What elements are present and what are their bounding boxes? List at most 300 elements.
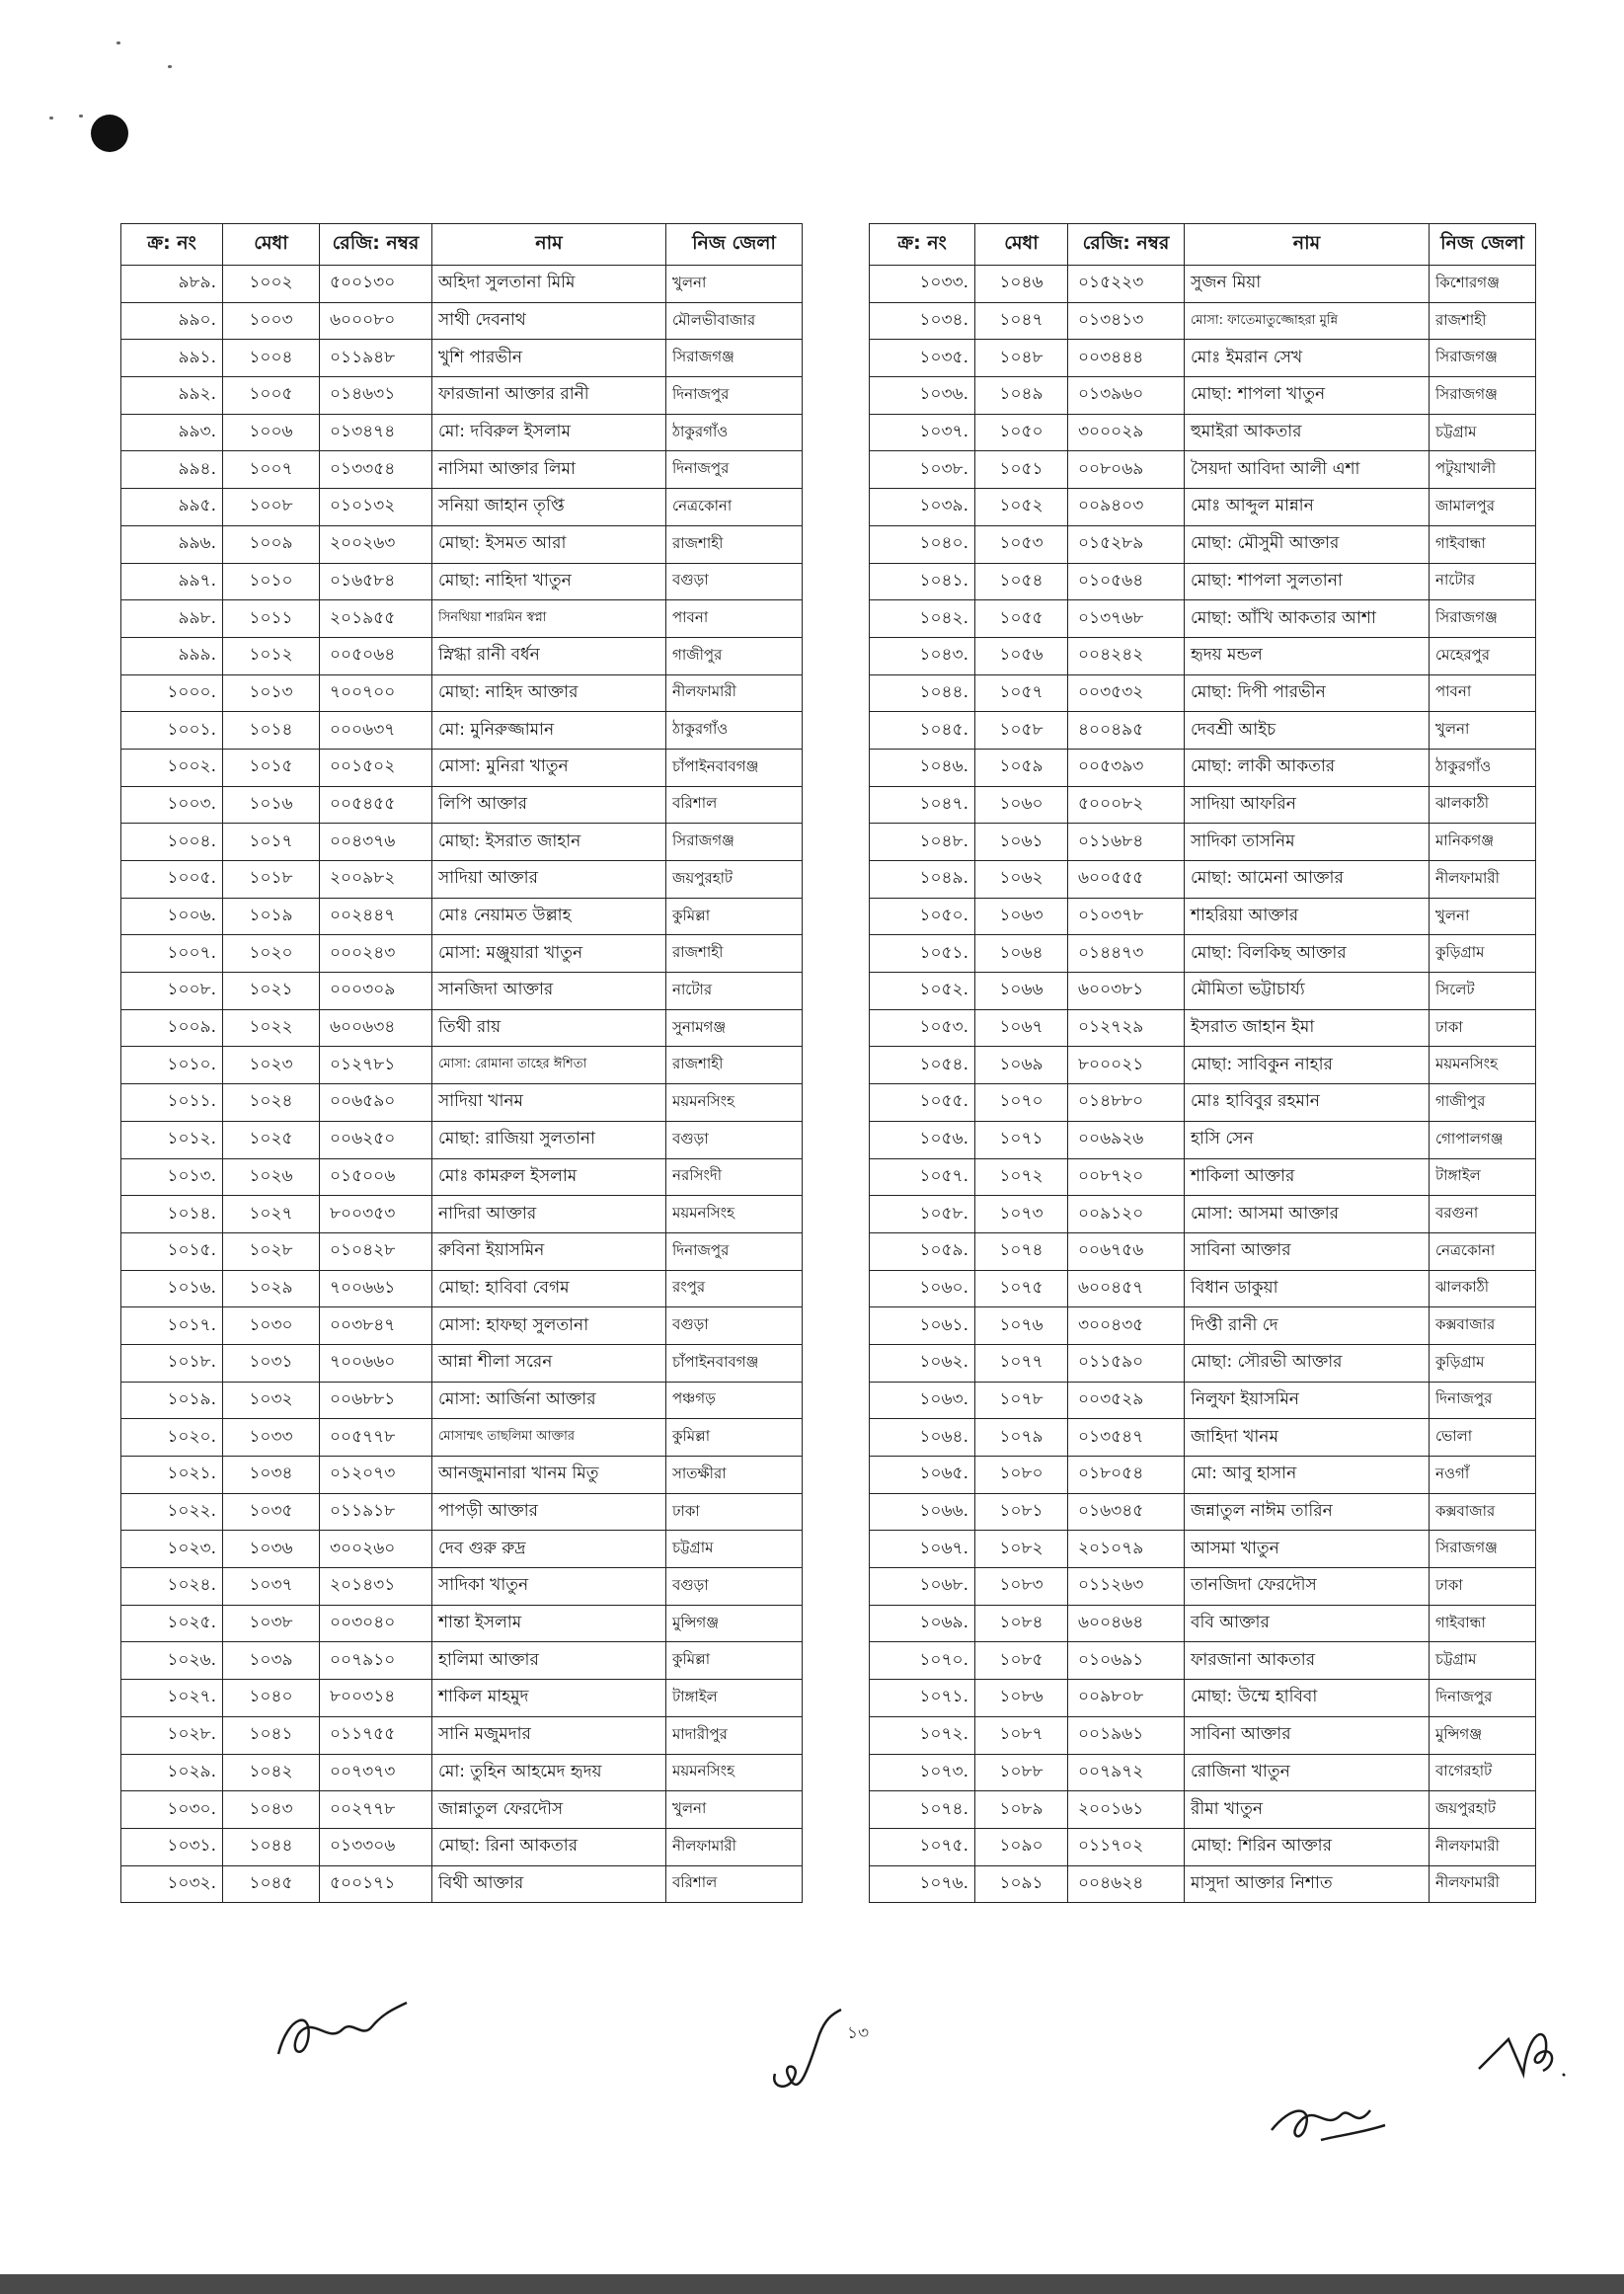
district-cell: মানিকগঞ্জ [1430,824,1536,861]
serial-cell: ১০৭১. [870,1680,975,1717]
name-cell: মো: তুহিন আহমেদ হৃদয় [432,1754,666,1791]
name-cell: মোঃ কামরুল ইসলাম [432,1158,666,1196]
name-cell: নাদিরা আক্তার [432,1196,666,1233]
name-cell: দেবশ্রী আইচ [1185,712,1430,750]
name-cell: মোসা: ফাতেমাতুজ্জোহরা মুন্নি [1185,302,1430,340]
serial-cell: ১০৪৯. [870,861,975,899]
serial-cell: ১০১৯. [121,1382,223,1419]
serial-cell: ১০৫১. [870,935,975,973]
district-cell: নওগাঁ [1430,1457,1536,1494]
serial-cell: ১০০৪. [121,824,223,861]
serial-cell: ১০৫৩. [870,1009,975,1047]
reg-number-cell: ০১৩৩০৬ [320,1828,432,1865]
district-cell: ময়মনসিংহ [666,1084,803,1122]
table-row [870,1270,1536,1307]
table-row [121,1009,803,1047]
name-cell: মোসা: হাফছা সুলতানা [432,1307,666,1345]
reg-number-cell: ০০০৬৩৭ [320,712,432,750]
serial-cell: ১০৫৮. [870,1196,975,1233]
serial-cell: ১০৩২. [121,1865,223,1903]
district-cell: পটুয়াখালী [1430,451,1536,489]
table-row [870,749,1536,786]
district-cell: কুড়িগ্রাম [1430,935,1536,973]
table-row [870,935,1536,973]
district-cell: সাতক্ষীরা [666,1457,803,1494]
district-cell: গাইবান্ধা [1430,1605,1536,1642]
reg-number-cell: ০০৩৫৩২ [1068,674,1185,712]
merit-cell: ১০৩১ [223,1344,320,1382]
table-row [870,1568,1536,1606]
reg-number-cell: ০০৮০৬৯ [1068,451,1185,489]
merit-cell: ১০৪৫ [223,1865,320,1903]
reg-number-cell: ০০৬৫৯০ [320,1084,432,1122]
table-row [870,1121,1536,1158]
name-cell: মোসা: রোমানা তাহের ঈশিতা [432,1047,666,1084]
table-row [870,973,1536,1010]
merit-cell: ১০১৫ [223,749,320,786]
table-row [870,1791,1536,1829]
header-serial: ক্র: নং [121,224,223,266]
merit-cell: ১০২৭ [223,1196,320,1233]
district-cell: রংপুর [666,1270,803,1307]
reg-number-cell: ০০৬৮৮১ [320,1382,432,1419]
merit-cell: ১০৩৭ [223,1568,320,1606]
serial-cell: ১০৬৯. [870,1605,975,1642]
merit-list-left [120,223,803,1903]
name-cell: হাসি সেন [1185,1121,1430,1158]
district-cell: ঠাকুরগাঁও [666,712,803,750]
header-row [121,224,803,266]
district-cell: নীলফামারী [1430,861,1536,899]
reg-number-cell: ০০৬২৫০ [320,1121,432,1158]
merit-cell: ১০৫৬ [975,637,1068,674]
table-row [121,1158,803,1196]
serial-cell: ১০৫৭. [870,1158,975,1196]
reg-number-cell: ২০০১৬১ [1068,1791,1185,1829]
serial-cell: ১০৬১. [870,1307,975,1345]
name-cell: রীমা খাতুন [1185,1791,1430,1829]
district-cell: কক্সবাজার [1430,1493,1536,1531]
name-cell: মোছা: দিপী পারভীন [1185,674,1430,712]
merit-cell: ১০২২ [223,1009,320,1047]
reg-number-cell: ০০৪৬২৪ [1068,1865,1185,1903]
reg-number-cell: ০০৪৩৭৬ [320,824,432,861]
district-cell: বরিশাল [666,1865,803,1903]
name-cell: মোছা: শাপলা সুলতানা [1185,563,1430,600]
table-row [121,1344,803,1382]
reg-number-cell: ২০১০৭৯ [1068,1531,1185,1568]
reg-number-cell: ০১২৭৮১ [320,1047,432,1084]
reg-number-cell: ৬০০০৮০ [320,302,432,340]
name-cell: সাদিকা খাতুন [432,1568,666,1606]
serial-cell: ১০০২. [121,749,223,786]
reg-number-cell: ০১৫০০৬ [320,1158,432,1196]
reg-number-cell: ০১০৪২৮ [320,1232,432,1270]
table-row [121,1382,803,1419]
serial-cell: ১০০৭. [121,935,223,973]
district-cell: রাজশাহী [1430,302,1536,340]
merit-cell: ১০৬২ [975,861,1068,899]
table-row [121,861,803,899]
serial-cell: ১০৪৩. [870,637,975,674]
header-merit: মেধা [223,224,320,266]
serial-cell: ১০৩৬. [870,377,975,415]
district-cell: বরগুনা [1430,1196,1536,1233]
reg-number-cell: ০০৯১২০ [1068,1196,1185,1233]
serial-cell: ১০১৪. [121,1196,223,1233]
district-cell: জয়পুরহাট [666,861,803,899]
serial-cell: ১০১২. [121,1121,223,1158]
merit-cell: ১০৩৩ [223,1419,320,1457]
name-cell: জান্নাতুল ফেরদৌস [432,1791,666,1829]
merit-cell: ১০৫৩ [975,525,1068,563]
merit-cell: ১০৪১ [223,1716,320,1754]
reg-number-cell: ৫০০০৮২ [1068,786,1185,824]
reg-number-cell: ০০২৭৭৮ [320,1791,432,1829]
reg-number-cell: ০১১৭০২ [1068,1828,1185,1865]
table-row [870,712,1536,750]
merit-cell: ১০১৭ [223,824,320,861]
name-cell: মোছা: হাবিবা বেগম [432,1270,666,1307]
merit-cell: ১০৬৪ [975,935,1068,973]
merit-cell: ১০২৯ [223,1270,320,1307]
serial-cell: ১০২৭. [121,1680,223,1717]
table-row [121,1196,803,1233]
name-cell: শাহরিয়া আক্তার [1185,898,1430,935]
table-row [121,637,803,674]
reg-number-cell: ০০৯৮০৮ [1068,1680,1185,1717]
name-cell: সানি মজুমদার [432,1716,666,1754]
district-cell: সুনামগঞ্জ [666,1009,803,1047]
merit-cell: ১০৮৪ [975,1605,1068,1642]
merit-cell: ১০৫৭ [975,674,1068,712]
reg-number-cell: ০১২৭২৯ [1068,1009,1185,1047]
merit-cell: ১০৪৭ [975,302,1068,340]
merit-cell: ১০৬৭ [975,1009,1068,1047]
merit-cell: ১০১৪ [223,712,320,750]
table-row [870,1084,1536,1122]
serial-cell: ১০৭৬. [870,1865,975,1903]
merit-cell: ১০৪৪ [223,1828,320,1865]
name-cell: আসমা খাতুন [1185,1531,1430,1568]
table-row [121,824,803,861]
serial-cell: ১০২৬. [121,1642,223,1680]
table-row [870,1344,1536,1382]
name-cell: আন্না শীলা সরেন [432,1344,666,1382]
table-row [121,414,803,451]
name-cell: সাদিয়া আক্তার [432,861,666,899]
district-cell: চট্টগ্রাম [666,1531,803,1568]
table-row [870,451,1536,489]
reg-number-cell: ০১১৯১৮ [320,1493,432,1531]
table-row [870,1307,1536,1345]
merit-cell: ১০৮৬ [975,1680,1068,1717]
serial-cell: ১০০৩. [121,786,223,824]
reg-number-cell: ৬০০৪৬৪ [1068,1605,1185,1642]
initial-mark-center [760,2005,849,2098]
name-cell: মোছা: ইসরাত জাহান [432,824,666,861]
merit-cell: ১০৭৫ [975,1270,1068,1307]
table-row [870,898,1536,935]
name-cell: রোজিনা খাতুন [1185,1754,1430,1791]
district-cell: ঠাকুরগাঁও [1430,749,1536,786]
name-cell: মোছা: শিরিন আক্তার [1185,1828,1430,1865]
merit-cell: ১০১৩ [223,674,320,712]
serial-cell: ৯৯৩. [121,414,223,451]
district-cell: কিশোরগঞ্জ [1430,266,1536,303]
name-cell: মোছা: মৌসুমী আক্তার [1185,525,1430,563]
serial-cell: ১০২২. [121,1493,223,1531]
table-row [121,1865,803,1903]
name-cell: হুমাইরা আকতার [1185,414,1430,451]
table-row [121,935,803,973]
merit-cell: ১০০৮ [223,489,320,526]
table-row [121,1270,803,1307]
merit-cell: ১০০৯ [223,525,320,563]
scan-speck [168,65,172,68]
district-cell: নীলফামারী [666,674,803,712]
name-cell: সুজন মিয়া [1185,266,1430,303]
table-row [870,674,1536,712]
name-cell: হালিমা আক্তার [432,1642,666,1680]
scan-speck [116,41,120,44]
signature-right-bottom [1262,2086,1400,2155]
district-cell: সিরাজগঞ্জ [1430,600,1536,638]
name-cell: স্নিগ্ধা রানী বর্ধন [432,637,666,674]
serial-cell: ১০৫০. [870,898,975,935]
reg-number-cell: ৬০০৫৫৫ [1068,861,1185,899]
page-number: ১৩ [847,2023,870,2043]
serial-cell: ১০১৫. [121,1232,223,1270]
table-row [121,1047,803,1084]
district-cell: পাবনা [1430,674,1536,712]
reg-number-cell: ০১১৬৮৪ [1068,824,1185,861]
merit-cell: ১০৫৫ [975,600,1068,638]
header-name: নাম [432,224,666,266]
district-cell: খুলনা [1430,712,1536,750]
name-cell: মোসা: মুনিরা খাতুন [432,749,666,786]
reg-number-cell: ৩০০৪৩৫ [1068,1307,1185,1345]
table-row [870,1419,1536,1457]
table-row [121,674,803,712]
serial-cell: ৯৯৮. [121,600,223,638]
header-name: নাম [1185,224,1430,266]
table-row [121,1121,803,1158]
reg-number-cell: ২০০৯৮২ [320,861,432,899]
table-row [121,786,803,824]
serial-cell: ১০৬৮. [870,1568,975,1606]
table-row [121,600,803,638]
serial-cell: ১০৩১. [121,1828,223,1865]
name-cell: সাবিনা আক্তার [1185,1232,1430,1270]
district-cell: দিনাজপুর [666,451,803,489]
name-cell: তিথী রায় [432,1009,666,1047]
merit-cell: ১০০৬ [223,414,320,451]
district-cell: চাঁপাইনবাবগঞ্জ [666,1344,803,1382]
serial-cell: ১০৫৫. [870,1084,975,1122]
table-row [870,1605,1536,1642]
name-cell: সৈয়দা আবিদা আলী এশা [1185,451,1430,489]
reg-number-cell: ৬০০৪৫৭ [1068,1270,1185,1307]
right-table [869,223,1536,1903]
name-cell: নিলুফা ইয়াসমিন [1185,1382,1430,1419]
table-row [121,1642,803,1680]
reg-number-cell: ০০৫৪৫৫ [320,786,432,824]
serial-cell: ১০৬০. [870,1270,975,1307]
district-cell: ভোলা [1430,1419,1536,1457]
district-cell: ঢাকা [666,1493,803,1531]
name-cell: মোঃ আব্দুল মান্নান [1185,489,1430,526]
reg-number-cell: ৮০০৩১৪ [320,1680,432,1717]
district-cell: চট্টগ্রাম [1430,1642,1536,1680]
merit-cell: ১০০৫ [223,377,320,415]
serial-cell: ৯৯১. [121,340,223,377]
district-cell: ঢাকা [1430,1568,1536,1606]
district-cell: নরসিংদী [666,1158,803,1196]
district-cell: নীলফামারী [1430,1865,1536,1903]
merit-cell: ১০৪২ [223,1754,320,1791]
serial-cell: ১০০১. [121,712,223,750]
merit-cell: ১০৪০ [223,1680,320,1717]
serial-cell: ১০১০. [121,1047,223,1084]
name-cell: খুশি পারভীন [432,340,666,377]
name-cell: অহিদা সুলতানা মিমি [432,266,666,303]
reg-number-cell: ০০৯৪০৩ [1068,489,1185,526]
serial-cell: ১০৭২. [870,1716,975,1754]
reg-number-cell: ০১১৭৫৫ [320,1716,432,1754]
district-cell: দিনাজপুর [666,377,803,415]
district-cell: বগুড়া [666,563,803,600]
merit-cell: ১০৬৬ [975,973,1068,1010]
reg-number-cell: ০১৩৪৭৪ [320,414,432,451]
name-cell: সাদিকা তাসনিম [1185,824,1430,861]
district-cell: গাইবান্ধা [1430,525,1536,563]
name-cell: লিপি আক্তার [432,786,666,824]
serial-cell: ১০১৮. [121,1344,223,1382]
serial-cell: ৯৯৭. [121,563,223,600]
merit-cell: ১০১১ [223,600,320,638]
table-row [870,1642,1536,1680]
serial-cell: ১০৬২. [870,1344,975,1382]
table-row [121,1493,803,1531]
table-row [870,824,1536,861]
reg-number-cell: ২০১৪৩১ [320,1568,432,1606]
district-cell: ঝালকাঠী [1430,786,1536,824]
reg-number-cell: ০১১২৬৩ [1068,1568,1185,1606]
table-row [870,377,1536,415]
name-cell: মোঃ নেয়ামত উল্লাহ [432,898,666,935]
reg-number-cell: ০০৩৪৪৪ [1068,340,1185,377]
reg-number-cell: ৬০০৩৮১ [1068,973,1185,1010]
reg-number-cell: ০১৩৪১৩ [1068,302,1185,340]
name-cell: সাদিয়া আফরিন [1185,786,1430,824]
name-cell: সানজিদা আক্তার [432,973,666,1010]
name-cell: বিধান ডাকুয়া [1185,1270,1430,1307]
reg-number-cell: ০১৩৯৬০ [1068,377,1185,415]
serial-cell: ১০১৩. [121,1158,223,1196]
right-table-body [870,266,1536,1903]
serial-cell: ১০৪৪. [870,674,975,712]
table-row [121,266,803,303]
merit-cell: ১০৭০ [975,1084,1068,1122]
name-cell: মোসা: আর্জিনা আক্তার [432,1382,666,1419]
serial-cell: ১০৬৩. [870,1382,975,1419]
district-cell: কুমিল্লা [666,1642,803,1680]
serial-cell: ১০২৮. [121,1716,223,1754]
district-cell: টাঙ্গাইল [666,1680,803,1717]
reg-number-cell: ০০৫০৬৪ [320,637,432,674]
table-row [121,1716,803,1754]
serial-cell: ১০৫৬. [870,1121,975,1158]
table-row [121,1791,803,1829]
table-row [870,266,1536,303]
merit-cell: ১০৩৪ [223,1457,320,1494]
name-cell: মোসা: আসমা আক্তার [1185,1196,1430,1233]
name-cell: মোছা: নাহিদ আক্তার [432,674,666,712]
name-cell: মোছা: নাহিদা খাতুন [432,563,666,600]
district-cell: সিরাজগঞ্জ [666,824,803,861]
reg-number-cell: ০০০৩০৯ [320,973,432,1010]
serial-cell: ১০৩৪. [870,302,975,340]
reg-number-cell: ০০৫৭৭৮ [320,1419,432,1457]
district-cell: টাঙ্গাইল [1430,1158,1536,1196]
reg-number-cell: ২০১৯৫৫ [320,600,432,638]
district-cell: নাটোর [1430,563,1536,600]
district-cell: পাবনা [666,600,803,638]
reg-number-cell: ২০০২৬৩ [320,525,432,563]
merit-cell: ১০৭৮ [975,1382,1068,1419]
district-cell: দিনাজপুর [1430,1680,1536,1717]
serial-cell: ১০৫৯. [870,1232,975,1270]
district-cell: সিরাজগঞ্জ [1430,340,1536,377]
merit-cell: ১০১৯ [223,898,320,935]
reg-number-cell: ৩০০২৬০ [320,1531,432,1568]
merit-cell: ১০০২ [223,266,320,303]
reg-number-cell: ০১০৫৬৪ [1068,563,1185,600]
merit-cell: ১০৩০ [223,1307,320,1345]
reg-number-cell: ০০৩৮৪৭ [320,1307,432,1345]
serial-cell: ১০৬৫. [870,1457,975,1494]
name-cell: সাবিনা আক্তার [1185,1716,1430,1754]
name-cell: মো: আবু হাসান [1185,1457,1430,1494]
name-cell: আনজুমানারা খানম মিতু [432,1457,666,1494]
reg-number-cell: ০১৩৫৪৭ [1068,1419,1185,1457]
table-row [121,712,803,750]
reg-number-cell: ০১৪৬৩১ [320,377,432,415]
table-row [121,1605,803,1642]
district-cell: চাঁপাইনবাবগঞ্জ [666,749,803,786]
district-cell: পঞ্চগড় [666,1382,803,1419]
merit-cell: ১০৫২ [975,489,1068,526]
table-row [870,600,1536,638]
serial-cell: ১০৪৫. [870,712,975,750]
reg-number-cell: ০০৭৯৭২ [1068,1754,1185,1791]
name-cell: জন্নাতুল নাঈম তারিন [1185,1493,1430,1531]
serial-cell: ১০৭০. [870,1642,975,1680]
merit-cell: ১০৩৫ [223,1493,320,1531]
name-cell: মোছা: উম্মে হাবিবা [1185,1680,1430,1717]
serial-cell: ১০৪৭. [870,786,975,824]
signature-left [269,1985,417,2074]
serial-cell: ১০৬৬. [870,1493,975,1531]
district-cell: সিরাজগঞ্জ [1430,1531,1536,1568]
table-row [121,1568,803,1606]
district-cell: রাজশাহী [666,1047,803,1084]
serial-cell: ১০৪৮. [870,824,975,861]
serial-cell: ১০২৯. [121,1754,223,1791]
table-row [121,377,803,415]
table-row [121,1680,803,1717]
